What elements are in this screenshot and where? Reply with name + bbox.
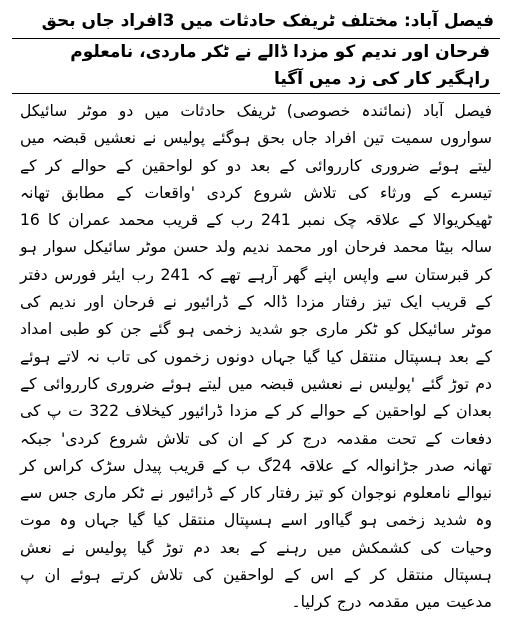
subheadline: فرحان اور ندیم کو مزدا ڈالے نے ٹکر ماردی، نامعلوم راہگیر کار کی زد میں آگیا	[70, 42, 490, 89]
article-body: فیصل آباد (نمائندہ خصوصی) ٹریفک حادثات میں دو موٹر سائیکل سواروں سمیت تین افراد جاں بحق ہوگئے پولیس نے نعشیں قبضہ میں لیتے ہوئے ضروری کارروائی کے بعد دو کو لواحقین کے حوالے کر کے تیسرے کے ورثاء کی تلاش شروع کردی 'واقعات کے مطابق تھانہ ٹھیکریوالا کے علاقہ چک نمبر 241 رب کے قریب محمد عمران کا 16 سالہ بیٹا محمد فرحان اور محمد ندیم ولد حسن موٹر سائیکل سوار ہو کر قبرستان سے واپس اپنے گھر آرہے تھے کہ 241 رب ایئر فورس دفتر کے قریب ایک تیز رفتار مزدا ڈالہ کے ڈرائیور نے فرحان اور ندیم کی موٹر سائیکل کو ٹکر ماری جو شدید زخمی ہو گئے جن کو طبی امداد کے بعد ہسپتال منتقل کیا گیا جہاں دونوں زخموں کی تاب نہ لاتے ہوئے دم توڑ گئے 'پولیس نے نعشیں قبضہ میں لیتے ہوئے ضروری کارروائی کے بعدان کے لواحقین کے حوالے کر کے مزدا ڈرائیور کیخلاف 322 ت پ کی دفعات کے تحت مقدمہ درج کر کے ان کی تلاش شروع کردی' جبکہ تھانہ صدر جڑانوالہ کے علاقہ 24گ ب کے قریب پیدل سڑک کراس کر نیوالے نامعلوم نوجوان کو تیز رفتار کار کے ڈرائیور نے ٹکر ماری جس سے وہ شدید زخمی ہو گیااور اسے ہسپتال منتقل کیا گیا جہاں وہ موت وحیات کی کشمکش میں رہنے کے بعد دم توڑ گیا پولیس نے نعش ہسپتال منتقل کر کے اس کے لواحقین کی تلاش کرتے ہوئے ان پ مدعیت میں مقدمہ درج کرلیا۔	[20, 102, 493, 612]
subheadline-divider	[12, 93, 500, 94]
headline: فیصل آباد: مختلف ٹریفک حادثات میں 3افراد جاں بحق	[41, 11, 494, 31]
